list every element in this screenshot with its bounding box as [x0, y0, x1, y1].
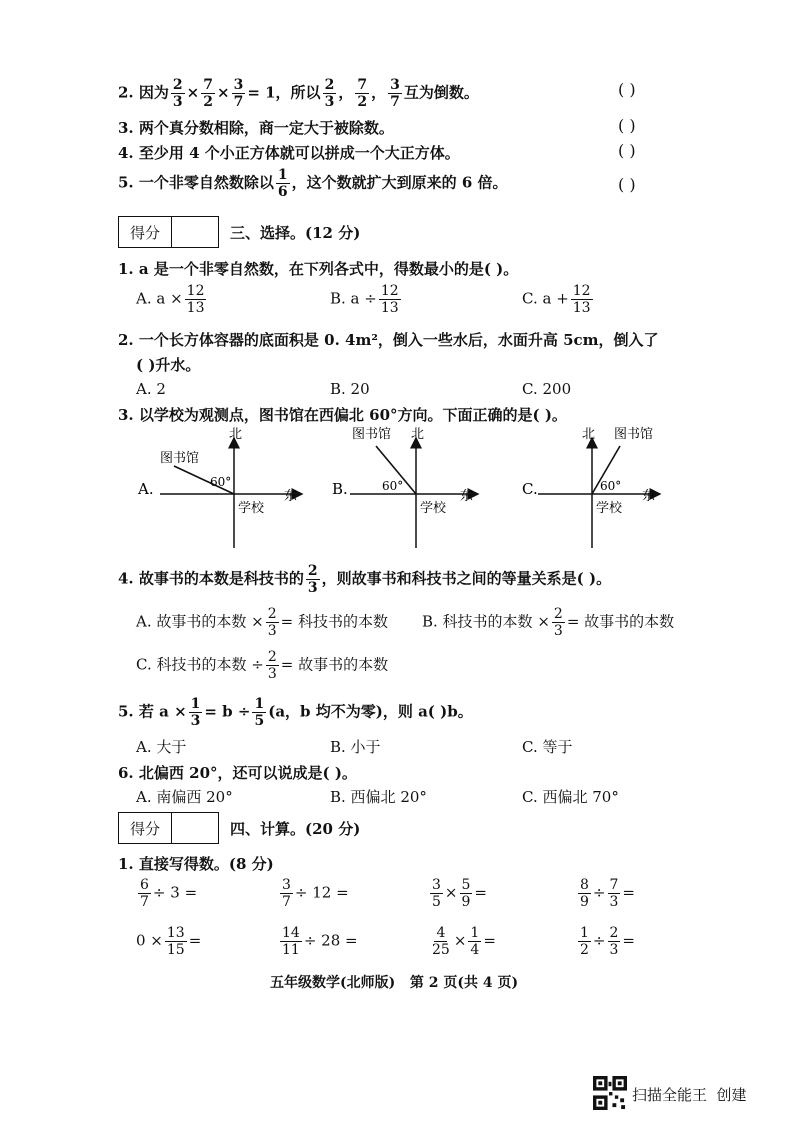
answer-paren[interactable]: ( ): [618, 80, 636, 99]
direction-diagrams: [120, 420, 680, 552]
score-box[interactable]: [118, 812, 219, 844]
diagram-b[interactable]: [332, 426, 478, 548]
choice-q1-option-a[interactable]: A. a × $\frac{12}{13}$: [136, 283, 205, 316]
judge-q2: 2. 因为 $\frac{2}{3}$ × $\frac{7}{2}$ × $\frac{3}{7}$ = 1，所以 $\frac{2}{3}$ ， $\frac{7}{2}$ ， $\frac{3}{7}$ 互为倒数。: [118, 77, 479, 110]
diagram-c[interactable]: [522, 426, 660, 548]
diagram-a[interactable]: [137, 427, 302, 548]
calc-item[interactable]: 0 × $\frac{13}{15}$ =: [136, 925, 202, 958]
score-label: 得分: [119, 813, 172, 843]
judge-q4: 4. 至少用 4 个小正方体就可以拼成一个大正方体。: [118, 144, 460, 162]
page-footer: 五年级数学(北师版) 第 2 页(共 4 页): [270, 975, 519, 991]
calc-item[interactable]: $\frac{1}{2}$ ÷ $\frac{2}{3}$ =: [580, 925, 635, 958]
choice-q4-option-b[interactable]: B. 科技书的本数 × $\frac{2}{3}$ = 故事书的本数: [422, 606, 675, 639]
calc-item[interactable]: $\frac{3}{7}$ ÷ 12 =: [282, 877, 349, 910]
choice-q2-option-b[interactable]: B. 20: [330, 380, 370, 398]
north-label: 北: [411, 427, 425, 442]
choice-q2-option-c[interactable]: C. 200: [522, 380, 572, 398]
score-blank[interactable]: [172, 217, 218, 247]
section-title: 三、选择。(12 分): [230, 224, 361, 242]
choice-q1-option-c[interactable]: C. a + $\frac{12}{13}$: [522, 283, 591, 316]
option-label: B.: [332, 480, 348, 498]
watermark-text: 扫描全能王 创建: [632, 1086, 747, 1104]
calc-q1: 1. 直接写得数。(8 分): [118, 855, 274, 873]
judge-q5: 5. 一个非零自然数除以 $\frac{1}{6}$ ，这个数就扩大到原来的 6 倍。: [118, 167, 508, 200]
school-label: 学校: [596, 501, 623, 516]
answer-paren[interactable]: ( ): [618, 141, 636, 160]
library-label: 图书馆: [352, 427, 392, 442]
choice-q4-option-a[interactable]: A. 故事书的本数 × $\frac{2}{3}$ = 科技书的本数: [136, 606, 388, 639]
choice-q1: 1. a 是一个非零自然数，在下列各式中，得数最小的是( )。: [118, 260, 519, 278]
judge-q3: 3. 两个真分数相除，商一定大于被除数。: [118, 119, 394, 137]
north-label: 北: [582, 427, 596, 442]
choice-q3: 3. 以学校为观测点，图书馆在西偏北 60°方向。下面正确的是( )。: [118, 406, 567, 424]
choice-q2-line1: 2. 一个长方体容器的底面积是 0. 4m²，倒入一些水后，水面升高 5cm，倒入了: [118, 331, 659, 349]
school-label: 学校: [420, 501, 447, 516]
choice-q1-option-b[interactable]: B. a ÷ $\frac{12}{13}$: [330, 283, 399, 316]
angle-label: 60°: [382, 479, 404, 493]
score-blank[interactable]: [172, 813, 218, 843]
east-label: 东: [460, 489, 474, 504]
choice-q4-option-c[interactable]: C. 科技书的本数 ÷ $\frac{2}{3}$ = 故事书的本数: [136, 649, 389, 682]
library-label: 图书馆: [160, 451, 200, 466]
east-label: 东: [642, 489, 656, 504]
east-label: 东: [284, 489, 298, 504]
choice-q5-option-a[interactable]: A. 大于: [136, 738, 187, 756]
angle-label: 60°: [210, 475, 232, 489]
answer-paren[interactable]: ( ): [618, 116, 636, 135]
choice-q2-line2: ( )升水。: [136, 356, 201, 374]
score-label: 得分: [119, 217, 172, 247]
answer-paren[interactable]: ( ): [618, 175, 636, 194]
calc-item[interactable]: $\frac{14}{11}$ ÷ 28 =: [282, 925, 358, 958]
qr-code-icon: [593, 1076, 627, 1110]
choice-q6-option-c[interactable]: C. 西偏北 70°: [522, 788, 619, 806]
section-title: 四、计算。(20 分): [230, 820, 361, 838]
choice-q5: 5. 若 a × $\frac{1}{3}$ = b ÷ $\frac{1}{5}$ (a，b 均不为零)，则 a( )b。: [118, 696, 473, 729]
calc-item[interactable]: $\frac{4}{25}$ × $\frac{1}{4}$ =: [432, 925, 496, 958]
option-label: C.: [522, 480, 538, 498]
choice-q2-option-a[interactable]: A. 2: [136, 380, 166, 398]
angle-label: 60°: [600, 479, 622, 493]
choice-q6: 6. 北偏西 20°，还可以说成是( )。: [118, 764, 357, 782]
calc-item[interactable]: $\frac{6}{7}$ ÷ 3 =: [140, 877, 198, 910]
option-label: A.: [138, 480, 154, 498]
choice-q6-option-b[interactable]: B. 西偏北 20°: [330, 788, 427, 806]
library-label: 图书馆: [614, 427, 654, 442]
choice-q6-option-a[interactable]: A. 南偏西 20°: [136, 788, 233, 806]
calc-item[interactable]: $\frac{8}{9}$ ÷ $\frac{7}{3}$ =: [580, 877, 635, 910]
choice-q5-option-b[interactable]: B. 小于: [330, 738, 381, 756]
choice-q4: 4. 故事书的本数是科技书的 $\frac{2}{3}$ ，则故事书和科技书之间的等量关系是( )。: [118, 563, 612, 596]
calc-item[interactable]: $\frac{3}{5}$ × $\frac{5}{9}$ =: [432, 877, 487, 910]
school-label: 学校: [238, 501, 265, 516]
choice-q5-option-c[interactable]: C. 等于: [522, 738, 573, 756]
north-label: 北: [229, 427, 243, 442]
score-box[interactable]: [118, 216, 219, 248]
